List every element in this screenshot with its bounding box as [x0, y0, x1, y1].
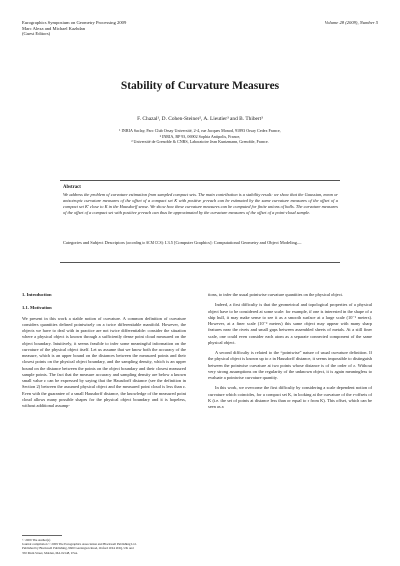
acm-categories	[63, 240, 338, 246]
abstract-text: We address the problem of curvature estimation from sampled compact sets. The main contribution is a stability result: we show that the Gaussian, mean or anisotropic curvature measures of the offset of a compact set K with positive μ-reach can be estimated by the same curvature measures of the offset of a compact set K′ close to K in the Hausdorff sense. We show how these curvature measures can be computed for finite unions of balls. The curvature measures of the offset of a compact set with positive μ-reach can thus be approximated by the curvature measures of the offset of a point-cloud sample.	[63, 192, 339, 216]
header-guest: (Guest Editors)	[22, 31, 51, 37]
body-paragraph: tions, to infer the usual pointwise curvature quantities on the physical object.	[208, 292, 343, 297]
footer-line: 350 Main Street, Malden, MA 02148, USA.	[22, 550, 78, 555]
subsection-heading: 1.1. Motivation	[22, 305, 52, 311]
affiliation-3: ³ Université de Grenoble & CNRS, Laboratoire Jean Kuntzmann, Grenoble, France.	[131, 139, 269, 145]
header-venue: Eurographics Symposium on Geometry Processing 2009	[22, 20, 127, 25]
left-column	[22, 292, 186, 413]
affiliations	[0, 128, 400, 145]
categories-prefix: Categories and Subject Descriptors	[63, 240, 125, 245]
body-paragraph: Indeed, a first difficulty is that the geometrical and topological properties of a physical object have to be considered at some scale: for example, if one is interested in the shape of a ship hull, it may make sense to see it as a smooth surface at a large scale (10⁻¹ meters). However, at a finer scale (10⁻³ meters) this same object may appear with many sharp features near the rivets and small gaps between assembled sheets of metals. At a still finer scale, one could even consider each atom as a separate connected component of the same physical object.	[208, 302, 372, 345]
body-paragraph: In this work, we overcome the first difficulty by considering a scale dependent notion of curvature which coincides, for a compact set K, in looking at the curvature of the r-offsets of K (i.e. the set of points at distance less than or equal to r from K). This offset, which can be seen as a	[208, 385, 372, 409]
running-header-left	[22, 20, 126, 37]
footer-rule	[22, 535, 62, 536]
body-paragraph: A second difficulty is related to the “pointwise” nature of usual curvature definition. If the physical object is known up to ε in Hausdorff distance, it seems impossible to distinguish between the pointwise curvature at two points whose distance is of the order of ε. Without very strong assumptions on the regularity of the unknown object, it is again meaningless to evaluate a pointwise curvature quantity.	[208, 350, 372, 380]
header-editors: Marc Alexa and Michael Kazhdan	[22, 25, 86, 31]
footer-line: © 2009 The Author(s)	[22, 538, 51, 542]
abstract-bottom-rule	[60, 262, 340, 263]
footer-line: Journal compilation © 2009 The Eurographics Association and Blackwell Publishing Ltd.	[22, 542, 137, 547]
affiliation-1: ¹ INRIA Saclay, Parc Club Orsay Université, 2-4, rue Jacques Monod, 91893 Orsay Cedex France,	[119, 128, 281, 133]
affiliation-2: ² INRIA, BP 93, 06902 Sophia Antipolis, France,	[159, 133, 241, 139]
abstract-heading: Abstract	[63, 185, 81, 190]
running-header-volume: Volume 28 (2009), Number 5	[324, 20, 378, 25]
author-list: F. Chazal¹, D. Cohen-Steiner², A. Lieutier³ and B. Thibert³	[137, 116, 263, 122]
categories-ccs-note: (according to ACM CCS):	[125, 241, 164, 245]
abstract-top-rule	[60, 180, 340, 181]
right-column	[208, 292, 372, 414]
body-paragraph: We present in this work a stable notion of curvature. A common definition of curvature considers quantities defined pointwisely on a twice differentiable manifold. However, the objects we have to deal with in practice are not twice differentiable: consider the situation where a physical object is known through a sufficiently dense point cloud measured on the object boundary. Intuitively, it seems feasible to infer some meaningful information on the curvature of the physical object itself. Let us assume that we know both the accuracy of the measure, which is an upper bound on the distances between the measured points and their closest points on the physical object boundary, and the sampling density, which is an upper bound on the distance between the points on the object boundary and their closest measured sample points. The fact that the measure accuracy and sampling density are below a known small value ε can be expressed by saying that the Hausdorff distance (see the definition in Section 2) between the assumed physical object and the measured point cloud is less than ε. Even with the guarantee of a small Hausdorff distance, the knowledge of the measured point cloud allows many possible shapes for the physical object boundary and it is hopeless, without additional assump-	[22, 315, 186, 408]
section-heading: 1. Introduction	[22, 292, 52, 297]
paper-title: Stability of Curvature Measures	[120, 80, 280, 92]
categories-text: I.3.5 [Computer Graphics]: Computational Geometry and Object Modeling—	[164, 240, 302, 245]
copyright-footer	[22, 538, 186, 555]
footer-line: Published by Blackwell Publishing, 9600 Garsington Road, Oxford OX4 2DQ, UK and	[22, 546, 134, 551]
